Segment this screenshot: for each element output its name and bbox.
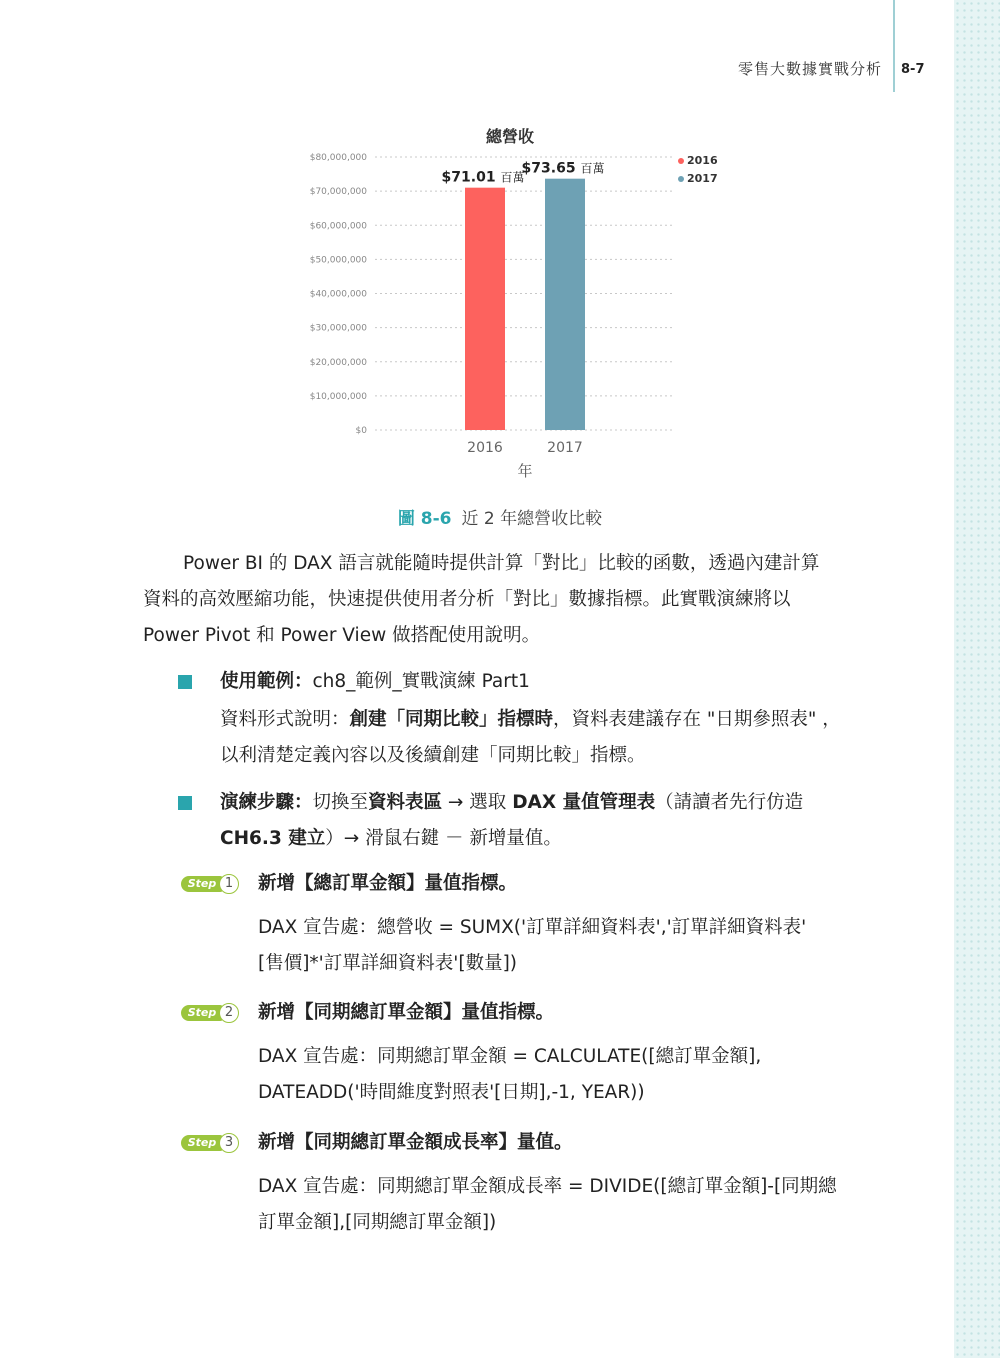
y-tick-label-0: $0: [355, 426, 367, 436]
steps-intro-b2: DAX 量值管理表: [512, 792, 656, 813]
chart-title: 總營收: [485, 127, 534, 146]
step-3-badge: [181, 1133, 243, 1153]
intro-line-1: Power BI 的 DAX 語言就能隨時提供計算「對比」比較的函數，透過內建計算: [183, 553, 820, 574]
example-value: ch8_範例_實戰演練 Part1: [312, 671, 530, 692]
steps-intro-line2-b: ）→ 滑鼠右鍵 － 新增量值。: [325, 828, 562, 849]
steps-intro-t1: 切換至: [312, 792, 369, 813]
y-tick-label-7: $70,000,000: [309, 187, 367, 198]
y-tick-label-5: $50,000,000: [309, 255, 367, 266]
steps-intro-t3: （請讀者先行仿造: [655, 792, 804, 813]
y-tick-label-3: $30,000,000: [309, 323, 367, 334]
step-3-number: 3: [219, 1133, 239, 1153]
page-number: 8-7: [901, 62, 925, 77]
step-2-title: 新增【同期總訂單金額】量值指標。: [258, 1002, 555, 1023]
steps-intro-line-1: [220, 785, 885, 821]
data-label-2017: [522, 161, 605, 177]
data-label-unit-2017: 百萬: [580, 161, 605, 176]
example-label: 使用範例：: [220, 671, 313, 692]
y-tick-label-2: $20,000,000: [309, 357, 367, 368]
bullet-square-icon: [178, 796, 192, 810]
intro-paragraph: [143, 546, 883, 654]
y-tick-label-4: $40,000,000: [309, 289, 367, 300]
data-label-unit-2016: 百萬: [500, 170, 525, 185]
legend-item-2016: [678, 152, 718, 170]
example-desc-rest: ，資料表建議存在 "日期參照表" ，: [553, 709, 841, 730]
running-header-title: 零售大數據實戰分析: [737, 60, 882, 78]
step-3-line-2: 訂單金額],[同期總訂單金額]): [258, 1212, 497, 1233]
steps-intro-b1: 資料表區: [368, 792, 443, 813]
side-decoration-strip: [954, 0, 1000, 1358]
step-1-badge-label: Step: [181, 876, 223, 892]
step-1-line-2: [售價]*'訂單詳細資料表'[數量]): [258, 953, 518, 974]
y-tick-label-1: $10,000,000: [309, 391, 367, 402]
data-label-2016: [442, 170, 525, 186]
header-divider: [893, 0, 895, 92]
example-desc-prefix: 資料形式說明：: [220, 709, 350, 730]
legend-label-2016: 2016: [687, 154, 718, 167]
intro-line-3: Power Pivot 和 Power View 做搭配使用說明。: [143, 625, 541, 646]
bar-2016: [465, 188, 505, 430]
step-1-line-1: DAX 宣告處：總營收 = SUMX('訂單詳細資料表','訂單詳細資料表': [258, 917, 807, 938]
y-tick-label-6: $60,000,000: [309, 221, 367, 232]
step-3-badge-label: Step: [181, 1135, 223, 1151]
legend-swatch-2016: [678, 158, 684, 164]
example-desc-line-1: [220, 702, 885, 738]
steps-intro-item: [220, 785, 885, 857]
example-line: [220, 664, 885, 700]
bullet-square-icon: [178, 675, 192, 689]
data-label-value-2017: $73.65: [521, 160, 581, 177]
steps-intro-line2-a: CH6.3 建立: [220, 828, 326, 849]
figure-caption-text: 近 2 年總營收比較: [461, 509, 603, 529]
step-2-number: 2: [219, 1003, 239, 1023]
step-3-line-1: DAX 宣告處：同期總訂單金額成長率 = DIVIDE([總訂單金額]-[同期總: [258, 1176, 837, 1197]
x-tick-label-2016: 2016: [467, 440, 503, 456]
steps-intro-t2: → 選取: [442, 792, 513, 813]
step-1-number: 1: [219, 874, 239, 894]
legend-label-2017: 2017: [687, 172, 718, 185]
step-2-badge: [181, 1003, 243, 1023]
step-1-badge: [181, 874, 243, 894]
bar-2017: [545, 179, 585, 430]
figure-number: 圖 8-6: [397, 509, 452, 529]
y-tick-label-8: $80,000,000: [309, 153, 367, 163]
example-desc-bold: 創建「同期比較」指標時: [349, 709, 554, 730]
step-3-body: [258, 1169, 883, 1241]
example-item: [220, 664, 885, 774]
step-2-badge-label: Step: [181, 1005, 223, 1021]
step-3-title: 新增【同期總訂單金額成長率】量值。: [258, 1132, 573, 1153]
chart-canvas: [300, 118, 730, 488]
step-2-line-2: DATEADD('時間維度對照表'[日期],-1, YEAR)): [258, 1082, 645, 1103]
legend-swatch-2017: [678, 176, 684, 182]
example-desc-line-2: 以利清楚定義內容以及後續創建「同期比較」指標。: [220, 745, 646, 766]
step-1-title: 新增【總訂單金額】量值指標。: [258, 873, 518, 894]
step-1-body: [258, 910, 883, 982]
x-axis-title: 年: [517, 462, 533, 480]
step-2-line-1: DAX 宣告處：同期總訂單金額 = CALCULATE([總訂單金額],: [258, 1046, 762, 1067]
steps-intro-label: 演練步驟：: [220, 792, 313, 813]
x-tick-label-2017: 2017: [547, 440, 583, 456]
data-label-value-2016: $71.01: [441, 169, 501, 186]
step-2-body: [258, 1039, 883, 1111]
chart-legend: [678, 152, 718, 188]
revenue-bar-chart: [300, 118, 730, 488]
intro-line-2: 資料的高效壓縮功能，快速提供使用者分析「對比」數據指標。此實戰演練將以: [143, 589, 791, 610]
legend-item-2017: [678, 170, 718, 188]
steps-intro-line-2: [220, 821, 885, 857]
figure-caption: [0, 504, 1000, 529]
